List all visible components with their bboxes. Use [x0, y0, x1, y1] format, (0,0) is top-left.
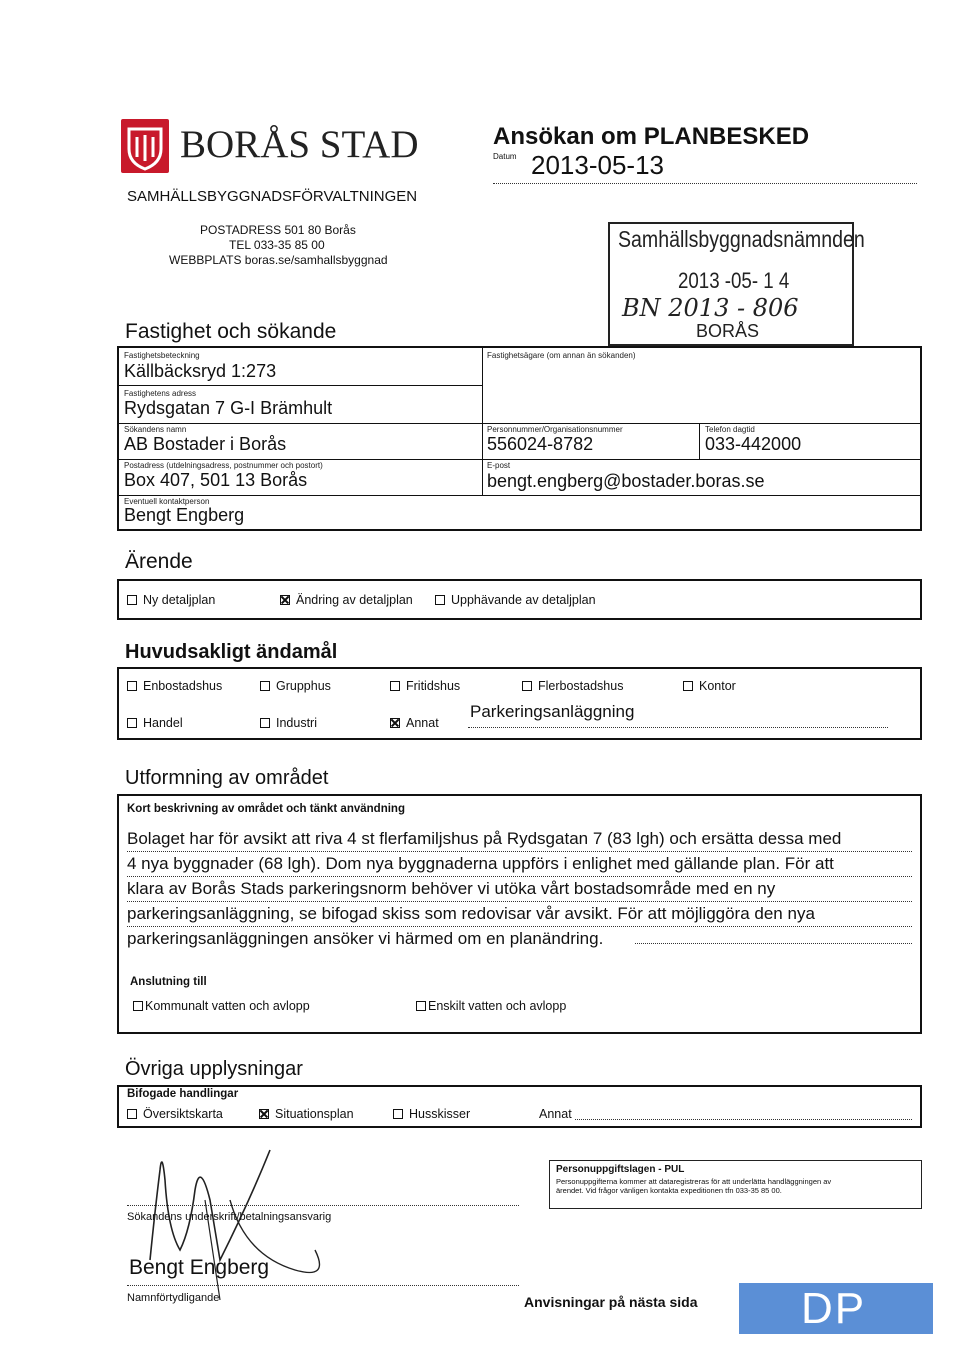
option-change-plan[interactable]: [280, 593, 413, 607]
option-label: Ny detaljplan: [143, 593, 216, 607]
date-label: Datum: [493, 152, 517, 161]
line-dots: [127, 851, 912, 852]
section-design-title: Utformning av området: [125, 767, 329, 789]
option-label: Situationsplan: [275, 1107, 354, 1121]
col-divider: [482, 346, 483, 496]
property-owner-label: Fastighetsägare (om annan än sökanden): [487, 351, 636, 360]
form-code-badge: [739, 1283, 933, 1334]
option-private-water[interactable]: [416, 999, 566, 1013]
option-label: Kontor: [699, 679, 736, 693]
form-code: DP: [801, 1284, 867, 1333]
option-site-plan[interactable]: [259, 1107, 354, 1121]
checkbox[interactable]: [127, 595, 137, 605]
checkbox[interactable]: [260, 718, 270, 728]
website: WEBBPLATS boras.se/samhallsbyggnad: [169, 253, 388, 267]
checkbox[interactable]: [127, 1109, 137, 1119]
option-annat[interactable]: [390, 716, 439, 730]
section-other-title: Övriga upplysningar: [125, 1058, 303, 1080]
annat-text[interactable]: Parkeringsanläggning: [470, 702, 635, 721]
city-logo: [121, 119, 169, 173]
phone-label: Telefon dagtid: [705, 425, 755, 434]
option-kontor[interactable]: [683, 679, 736, 693]
signature-caption: Sökandens underskrift/betalningsansvarig: [127, 1211, 332, 1223]
option-label: Kommunalt vatten och avlopp: [145, 999, 310, 1013]
email-label: E-post: [487, 461, 511, 470]
date-underline: [493, 183, 917, 184]
form-title: Ansökan om PLANBESKED: [493, 123, 810, 150]
checkbox[interactable]: [127, 718, 137, 728]
printed-name[interactable]: Bengt Engberg: [129, 1256, 270, 1279]
other-attachment-dots[interactable]: [575, 1119, 912, 1120]
option-label: Handel: [143, 716, 183, 730]
checkbox[interactable]: [435, 595, 445, 605]
checkbox-checked[interactable]: [280, 595, 290, 605]
annat-underline: [468, 727, 888, 728]
description-line-5: parkeringsanläggningen ansöker vi härmed om en planändring.: [127, 929, 604, 948]
checkbox[interactable]: [416, 1001, 426, 1011]
received-stamp: [608, 222, 865, 346]
line-dots: [127, 876, 912, 877]
option-revoke-plan[interactable]: [435, 593, 596, 607]
option-new-plan[interactable]: [127, 593, 215, 607]
checkbox[interactable]: [522, 681, 532, 691]
col-divider-phone: [699, 423, 700, 459]
phone: TEL 033-35 85 00: [229, 238, 325, 252]
option-municipal-water[interactable]: [133, 999, 310, 1013]
applicant-name-label: Sökandens namn: [124, 425, 187, 434]
org-number[interactable]: 556024-8782: [487, 434, 594, 454]
pul-title: Personuppgiftslagen - PUL: [556, 1164, 685, 1175]
option-flerbostadshus[interactable]: [522, 679, 623, 693]
application-date: 2013-05-13: [531, 150, 664, 180]
row-divider: [117, 459, 922, 460]
property-address[interactable]: Rydsgatan 7 G-I Brämhult: [124, 398, 333, 418]
checkbox[interactable]: [393, 1109, 403, 1119]
coat-of-arms-icon: [121, 119, 169, 173]
connection-label: Anslutning till: [130, 976, 207, 988]
option-label: Ändring av detaljplan: [296, 593, 413, 607]
option-industri[interactable]: [260, 716, 317, 730]
pul-text-2: ärendet. Vid frågor vänligen kontakta expeditionen tfn 033-35 85 00.: [556, 1186, 782, 1195]
property-designation[interactable]: Källbäcksryd 1:273: [124, 361, 277, 381]
option-handel[interactable]: [127, 716, 183, 730]
description-line-3: klara av Borås Stads parkeringsnorm behöver vi utöka vårt bostadsområde med en ny: [127, 879, 776, 898]
property-address-label: Fastighetens adress: [124, 389, 197, 398]
checkbox[interactable]: [390, 681, 400, 691]
postal-address-value[interactable]: Box 407, 501 13 Borås: [124, 470, 308, 490]
description-line-4: parkeringsanläggning, se bifogad skiss som redovisar vår avsikt. För att möjliggöra den nya: [127, 904, 815, 923]
row-divider: [117, 385, 482, 386]
signature-line: [127, 1205, 519, 1206]
option-label: Industri: [276, 716, 317, 730]
stamp-city: BORÅS: [696, 321, 760, 341]
option-fritidshus[interactable]: [390, 679, 460, 693]
stamp-org: Samhällsbyggnadsnämnden: [618, 226, 865, 252]
phone-number[interactable]: 033-442000: [705, 434, 802, 454]
checkbox[interactable]: [127, 681, 137, 691]
option-label: Husskisser: [409, 1107, 471, 1121]
option-enbostadshus[interactable]: [127, 679, 222, 693]
postal-address-label: Postadress (utdelningsadress, postnummer och postort): [124, 461, 323, 470]
checkbox[interactable]: [683, 681, 693, 691]
section-property-applicant-title: Fastighet och sökande: [125, 320, 337, 343]
printed-name-line: [127, 1285, 519, 1286]
postal-address: POSTADRESS 501 80 Borås: [200, 223, 356, 237]
option-label: Enbostadshus: [143, 679, 223, 693]
option-label: Upphävande av detaljplan: [451, 593, 596, 607]
description-line-2: 4 nya byggnader (68 lgh). Dom nya byggnaderna uppförs i enlighet med gällande plan. För att: [127, 854, 834, 873]
pul-text-1: Personuppgifterna kommer att dataregistreras för att underlätta handläggningen av: [556, 1177, 832, 1186]
applicant-name[interactable]: AB Bostader i Borås: [124, 434, 287, 454]
department: SAMHÄLLSBYGGNADSFÖRVALTNINGEN: [127, 188, 418, 205]
option-label: Enskilt vatten och avlopp: [428, 999, 567, 1013]
option-overview-map[interactable]: [127, 1107, 223, 1121]
checkbox[interactable]: [133, 1001, 143, 1011]
contact-person[interactable]: Bengt Engberg: [124, 505, 245, 525]
description-label: Kort beskrivning av området och tänkt användning: [127, 803, 405, 815]
checkbox-checked[interactable]: [390, 718, 400, 728]
row-divider: [117, 495, 922, 496]
line-dots: [635, 943, 912, 944]
printed-name-caption: Namnförtydligande: [127, 1292, 220, 1304]
other-attachment-label: Annat: [539, 1107, 572, 1121]
instructions-note: Anvisningar på nästa sida: [524, 1294, 698, 1310]
option-label: Översiktskarta: [143, 1107, 223, 1121]
pul-notice: [549, 1160, 922, 1209]
contact-person-label: Eventuell kontaktperson: [124, 497, 210, 506]
line-dots: [127, 926, 912, 927]
option-label: Flerbostadshus: [538, 679, 624, 693]
option-label: Fritidshus: [406, 679, 461, 693]
property-designation-label: Fastighetsbeteckning: [124, 351, 200, 360]
option-grupphus[interactable]: [260, 679, 331, 693]
section-purpose-title: Huvudsakligt ändamål: [125, 641, 338, 663]
checkbox-checked[interactable]: [259, 1109, 269, 1119]
attachments-label: Bifogade handlingar: [127, 1088, 239, 1100]
line-dots: [127, 901, 912, 902]
stamp-date: 2013 -05- 1 4: [678, 268, 790, 293]
org-number-label: Personnummer/Organisationsnummer: [487, 425, 623, 434]
city-name: BORÅS STAD: [180, 123, 419, 166]
row-divider: [117, 423, 922, 424]
section-case-title: Ärende: [125, 550, 193, 573]
option-house-sketches[interactable]: [393, 1107, 470, 1121]
email[interactable]: bengt.engberg@bostader.boras.se: [487, 471, 765, 491]
description-line-1: Bolaget har för avsikt att riva 4 st flerfamiljshus på Rydsgatan 7 (83 lgh) och ersätta dessa med: [127, 829, 842, 848]
option-label: Annat: [406, 716, 439, 730]
stamp-reference: BN 2013 - 806: [622, 294, 799, 322]
option-label: Grupphus: [276, 679, 331, 693]
checkbox[interactable]: [260, 681, 270, 691]
